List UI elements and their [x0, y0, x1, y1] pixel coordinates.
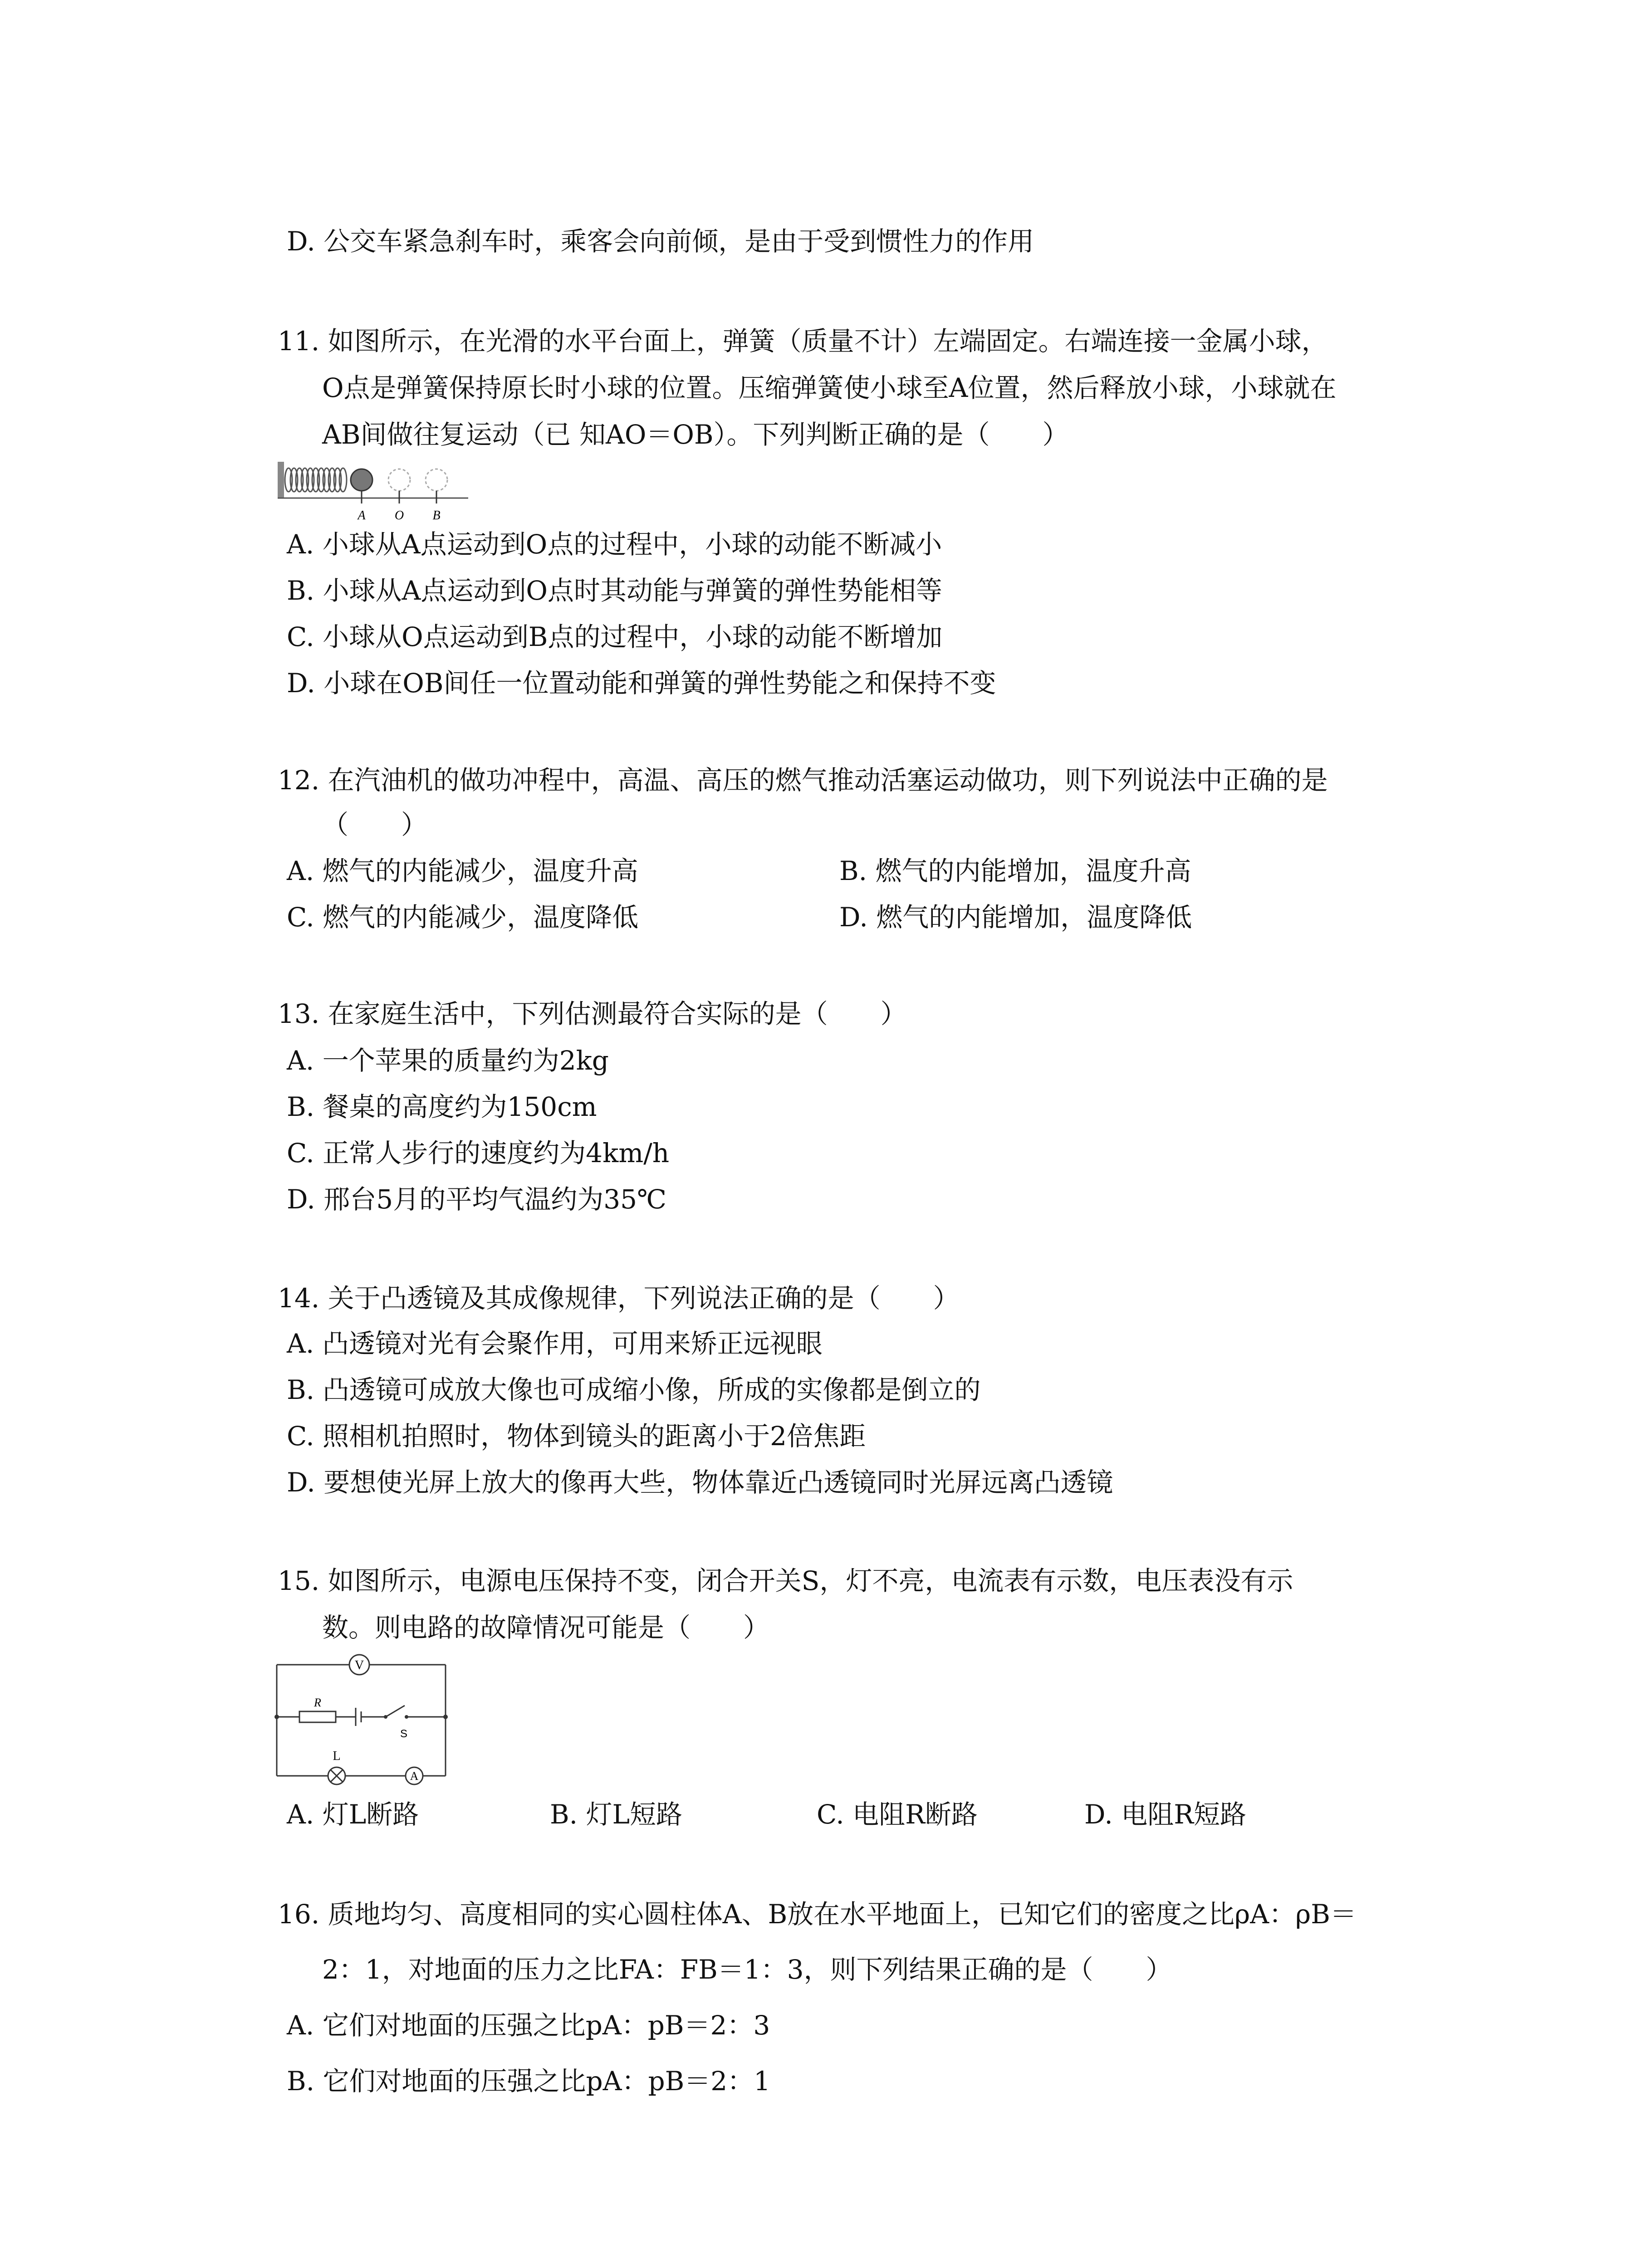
q11-option-b: B. 小球从A点运动到O点时其动能与弹簧的弹性势能相等 — [287, 575, 942, 606]
q12-option-d: D. 燃气的内能增加，温度降低 — [839, 902, 1192, 933]
q13-option-b: B. 餐桌的高度约为150cm — [287, 1091, 597, 1122]
q11-option-d: D. 小球在OB间任一位置动能和弹簧的弹性势能之和保持不变 — [287, 668, 996, 699]
q15-option-d: D. 电阻R短路 — [1084, 1799, 1246, 1830]
lamp-label: L — [333, 1749, 341, 1763]
spring-icon — [285, 468, 347, 492]
q12-stem-line1: 12. 在汽油机的做功冲程中，高温、高压的燃气推动活塞运动做功，则下列说法中正确的是 — [278, 765, 1328, 796]
q15-option-b: B. 灯L短路 — [550, 1799, 683, 1830]
label-a: A — [358, 508, 366, 523]
q10-option-d: D. 公交车紧急刹车时，乘客会向前倾，是由于受到惯性力的作用 — [287, 226, 1034, 257]
q15-stem-line2: 数。则电路的故障情况可能是（ ） — [322, 1612, 770, 1643]
q11-stem-line2: O点是弹簧保持原长时小球的位置。压缩弹簧使小球至A位置，然后释放小球，小球就在 — [322, 372, 1337, 403]
circuit-diagram — [272, 1651, 463, 1796]
switch-label: S — [400, 1728, 408, 1740]
spring-ball-figure — [278, 458, 491, 526]
q11-stem-line1: 11. 如图所示，在光滑的水平台面上，弹簧（质量不计）左端固定。右端连接一金属小球， — [278, 326, 1328, 357]
q14-option-b: B. 凸透镜可成放大像也可成缩小像，所成的实像都是倒立的 — [287, 1374, 981, 1405]
q12-stem-line2: （ ） — [322, 809, 428, 840]
ammeter-label: A — [410, 1769, 419, 1783]
q13-option-c: C. 正常人步行的速度约为4km/h — [287, 1138, 670, 1168]
q16-option-a: A. 它们对地面的压强之比pA：pB＝2：3 — [287, 2010, 770, 2041]
label-b: B — [432, 508, 441, 523]
q13-stem-line1: 13. 在家庭生活中，下列估测最符合实际的是（ ） — [278, 998, 907, 1029]
q15-stem-line1: 15. 如图所示，电源电压保持不变，闭合开关S，灯不亮，电流表有示数，电压表没有示 — [278, 1565, 1293, 1596]
resistor-label: R — [314, 1696, 321, 1709]
fixed-wall — [278, 462, 284, 498]
q13-option-a: A. 一个苹果的质量约为2kg — [287, 1045, 609, 1076]
q16-stem-line1: 16. 质地均匀、高度相同的实心圆柱体A、B放在水平地面上，已知它们的密度之比ρA：ρB＝ — [278, 1899, 1357, 1930]
q14-stem-line1: 14. 关于凸透镜及其成像规律，下列说法正确的是（ ） — [278, 1283, 960, 1314]
q12-option-b: B. 燃气的内能增加，温度升高 — [839, 855, 1191, 886]
q11-stem-line3: AB间做往复运动（已 知AO＝OB）。下列判断正确的是（ ） — [322, 419, 1069, 450]
q16-option-b: B. 它们对地面的压强之比pA：pB＝2：1 — [287, 2066, 771, 2097]
ball-at-o — [388, 469, 410, 491]
q14-option-d: D. 要想使光屏上放大的像再大些，物体靠近凸透镜同时光屏远离凸透镜 — [287, 1467, 1113, 1498]
voltmeter-label: V — [354, 1658, 364, 1672]
q14-option-a: A. 凸透镜对光有会聚作用，可用来矫正远视眼 — [287, 1328, 823, 1359]
q11-option-c: C. 小球从O点运动到B点的过程中，小球的动能不断增加 — [287, 621, 943, 652]
q12-option-a: A. 燃气的内能减少，温度升高 — [287, 855, 638, 886]
ball-at-b — [426, 469, 447, 491]
q12-option-c: C. 燃气的内能减少，温度降低 — [287, 902, 639, 933]
resistor-r — [299, 1711, 336, 1722]
label-o: O — [394, 508, 404, 523]
q15-option-c: C. 电阻R断路 — [817, 1799, 978, 1830]
q16-stem-line2: 2：1，对地面的压力之比FA：FB＝1：3，则下列结果正确的是（ ） — [322, 1954, 1172, 1985]
q14-option-c: C. 照相机拍照时，物体到镜头的距离小于2倍焦距 — [287, 1421, 866, 1452]
q11-option-a: A. 小球从A点运动到O点的过程中，小球的动能不断减小 — [287, 529, 942, 560]
q13-option-d: D. 邢台5月的平均气温约为35℃ — [287, 1184, 666, 1215]
q15-option-a: A. 灯L断路 — [287, 1799, 419, 1830]
ball-at-a — [351, 469, 372, 491]
switch-s — [386, 1706, 405, 1717]
